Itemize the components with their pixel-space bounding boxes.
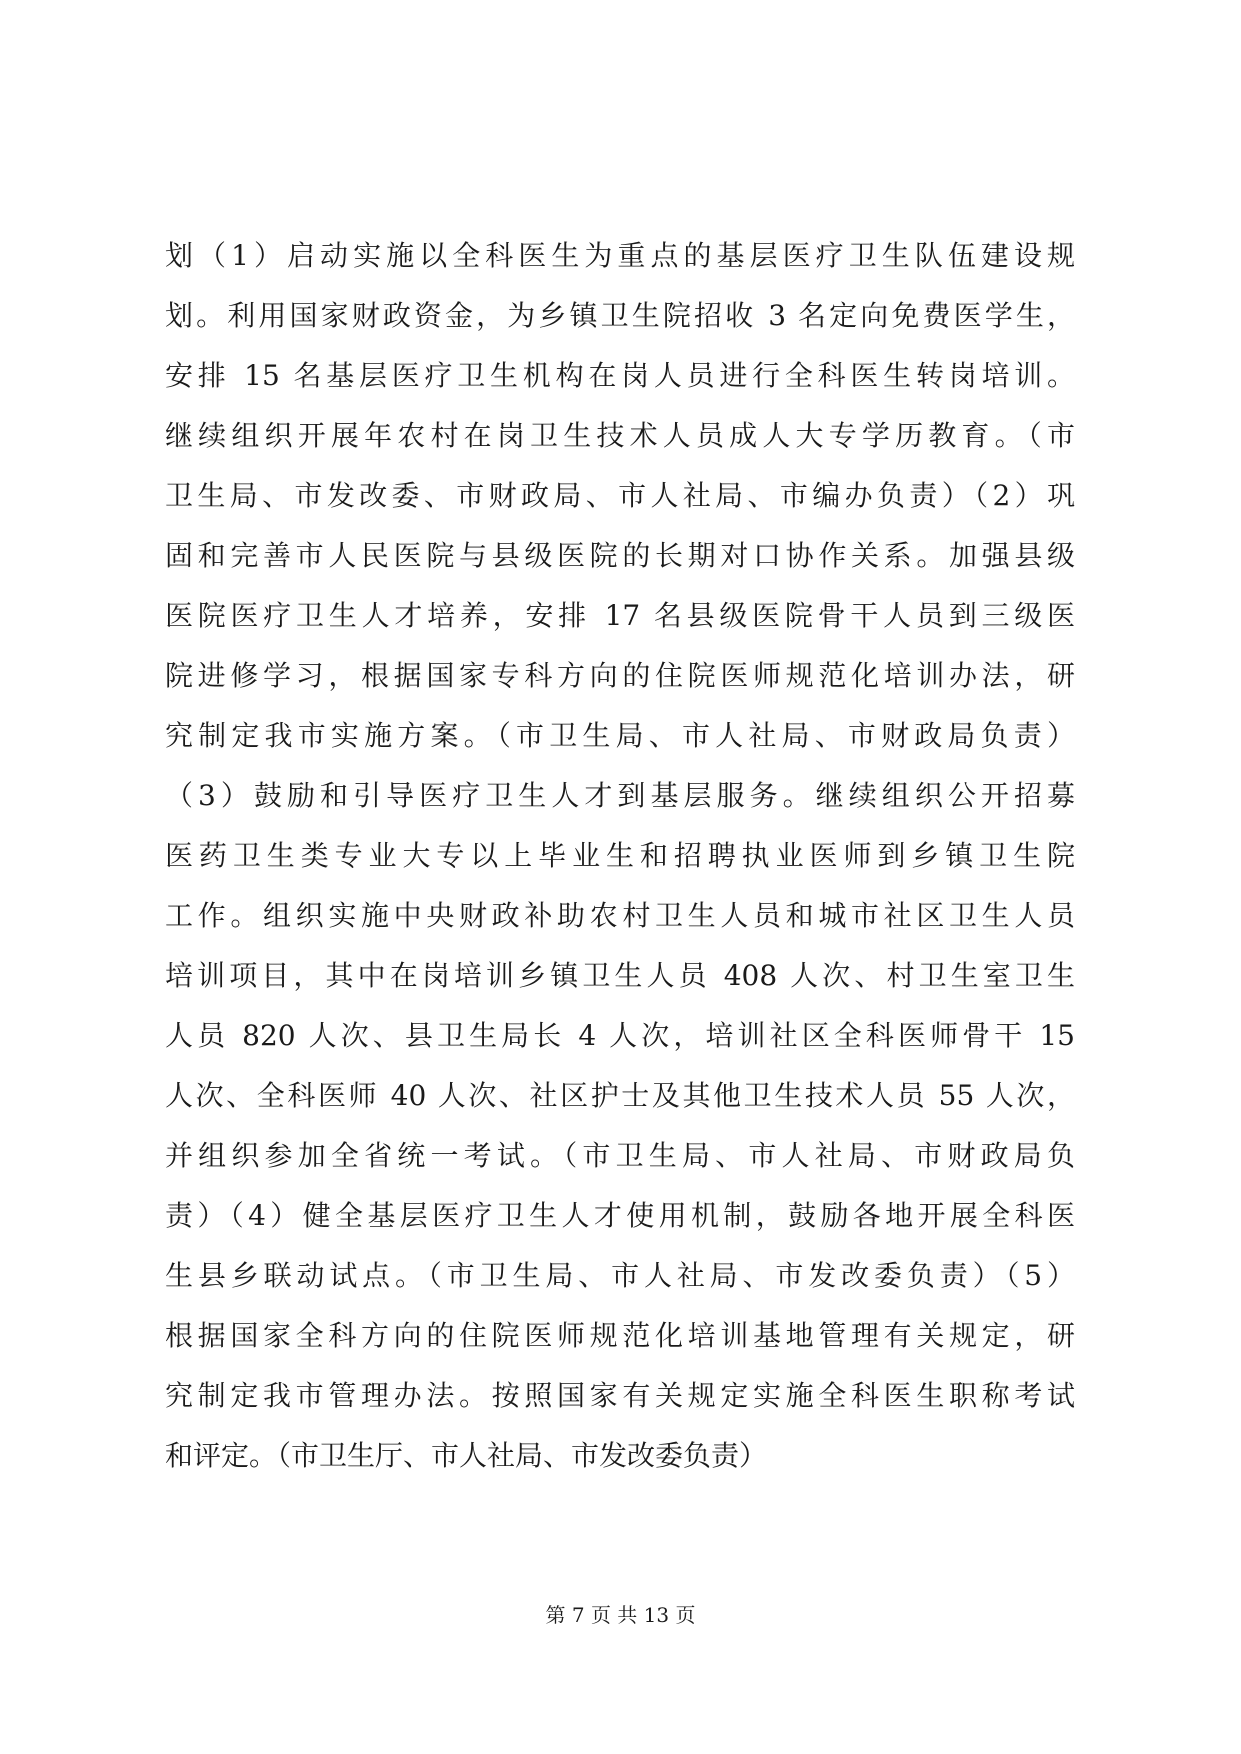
text-line: 划。利用国家财政资金，为乡镇卫生院招收 3 名定向免费医学生，	[165, 299, 1075, 332]
text-line: 继续组织开展年农村在岗卫生技术人员成人大专学历教育。（市	[165, 419, 1075, 452]
text-line: 根据国家全科方向的住院医师规范化培训基地管理有关规定，研	[165, 1319, 1075, 1352]
text-line: 划（1）启动实施以全科医生为重点的基层医疗卫生队伍建设规	[165, 239, 1075, 272]
text-line: 并组织参加全省统一考试。（市卫生局、市人社局、市财政局负	[165, 1139, 1075, 1172]
text-line: 究制定我市实施方案。（市卫生局、市人社局、市财政局负责）	[165, 719, 1075, 752]
page-number-footer: 第 7 页 共 13 页	[545, 1603, 696, 1627]
text-line: 医院医疗卫生人才培养，安排 17 名县级医院骨干人员到三级医	[165, 599, 1075, 632]
text-line: 责）（4）健全基层医疗卫生人才使用机制，鼓励各地开展全科医	[165, 1199, 1075, 1232]
text-line: 医药卫生类专业大专以上毕业生和招聘执业医师到乡镇卫生院	[165, 839, 1075, 872]
text-line: 固和完善市人民医院与县级医院的长期对口协作关系。加强县级	[165, 539, 1075, 572]
text-line: 安排 15 名基层医疗卫生机构在岗人员进行全科医生转岗培训。	[165, 359, 1075, 392]
body-text	[165, 226, 1075, 1486]
text-line: 究制定我市管理办法。按照国家有关规定实施全科医生职称考试	[165, 1379, 1075, 1412]
text-line: 生县乡联动试点。（市卫生局、市人社局、市发改委负责）（5）	[165, 1259, 1075, 1292]
text-line: 人次、全科医师 40 人次、社区护士及其他卫生技术人员 55 人次，	[165, 1079, 1075, 1112]
text-line: 培训项目，其中在岗培训乡镇卫生人员 408 人次、村卫生室卫生	[165, 959, 1075, 992]
text-line: 卫生局、市发改委、市财政局、市人社局、市编办负责）（2）巩	[165, 479, 1075, 512]
text-line: 院进修学习，根据国家专科方向的住院医师规范化培训办法，研	[165, 659, 1075, 692]
text-line: （3）鼓励和引导医疗卫生人才到基层服务。继续组织公开招募	[165, 779, 1075, 812]
text-line: 人员 820 人次、县卫生局长 4 人次，培训社区全科医师骨干 15	[165, 1019, 1075, 1052]
text-line: 工作。组织实施中央财政补助农村卫生人员和城市社区卫生人员	[165, 899, 1075, 932]
text-line: 和评定。（市卫生厅、市人社局、市发改委负责）	[165, 1439, 768, 1472]
